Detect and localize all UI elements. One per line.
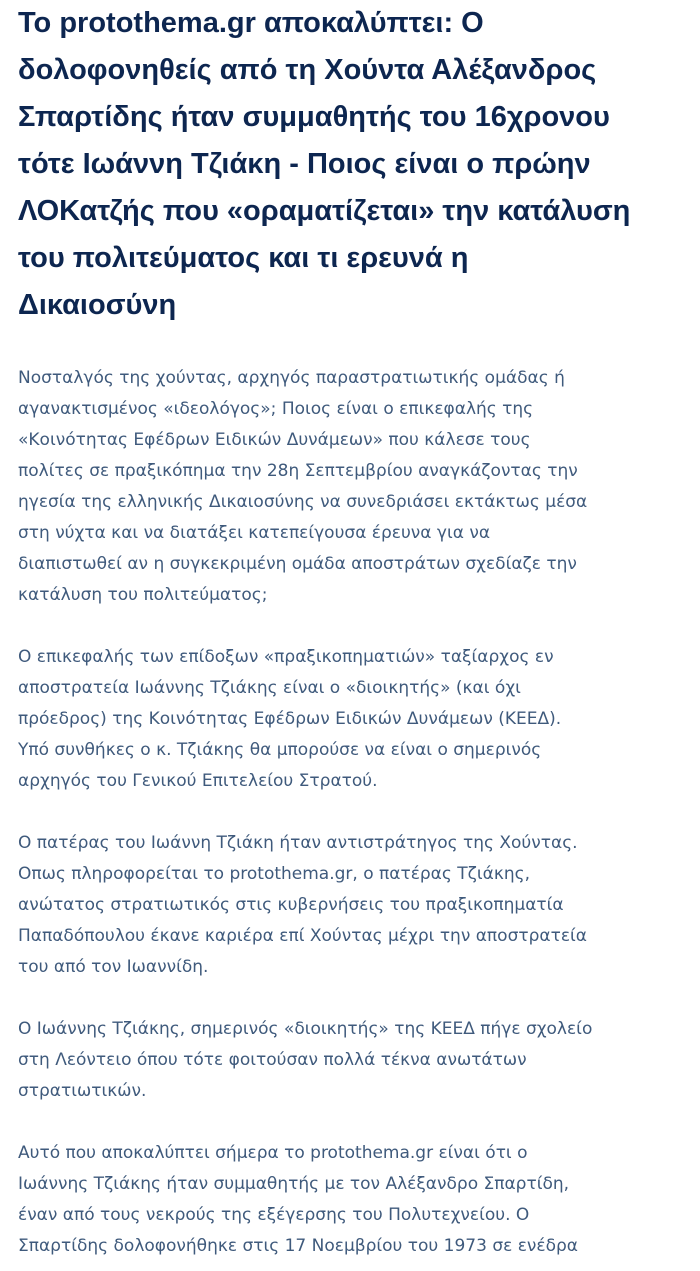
- headline-line: του πολιτεύματος και τι ερευνά η: [18, 242, 469, 274]
- paragraph-line: έναν από τους νεκρούς της εξέγερσης του Πολυτεχνείου. Ο: [18, 1205, 530, 1225]
- paragraph-line: πολίτες σε πραξικόπημα την 28η Σεπτεμβρίου αναγκάζοντας την: [18, 461, 578, 481]
- article-paragraph: [18, 828, 698, 983]
- article-paragraph: [18, 1138, 698, 1262]
- paragraph-line: πρόεδρος) της Κοινότητας Εφέδρων Ειδικών Δυνάμεων (ΚΕΕΔ).: [18, 709, 562, 729]
- paragraph-line: Νοσταλγός της χούντας, αρχηγός παραστρατιωτικής ομάδας ή: [18, 368, 565, 388]
- paragraph-line: Οπως πληροφορείται το protothema.gr, ο πατέρας Τζιάκης,: [18, 864, 531, 884]
- headline-line: Σπαρτίδης ήταν συμμαθητής του 16χρονου: [18, 101, 610, 133]
- paragraph-line: Ιωάννης Τζιάκης ήταν συμμαθητής με τον Αλέξανδρο Σπαρτίδη,: [18, 1174, 570, 1194]
- paragraph-line: αποστρατεία Ιωάννης Τζιάκης είναι ο «διοικητής» (και όχι: [18, 678, 521, 698]
- paragraph-line: Υπό συνθήκες ο κ. Τζιάκης θα μπορούσε να είναι ο σημερινός: [18, 740, 542, 760]
- paragraph-line: αγανακτισμένος «ιδεολόγος»; Ποιος είναι ο επικεφαλής της: [18, 399, 534, 419]
- paragraph-line: Ο επικεφαλής των επίδοξων «πραξικοπηματιών» ταξίαρχος εν: [18, 647, 554, 667]
- headline-line: Δικαιοσύνη: [18, 289, 177, 321]
- article-paragraph: [18, 642, 698, 797]
- paragraph-line: στρατιωτικών.: [18, 1081, 147, 1101]
- paragraph-line: Ο Ιωάννης Τζιάκης, σημερινός «διοικητής» της ΚΕΕΔ πήγε σχολείο: [18, 1019, 593, 1039]
- paragraph-line: «Κοινότητας Εφέδρων Ειδικών Δυνάμεων» που κάλεσε τους: [18, 430, 531, 450]
- paragraph-line: Ο πατέρας του Ιωάννη Τζιάκη ήταν αντιστράτηγος της Χούντας.: [18, 833, 578, 853]
- headline-line: ΛΟΚατζής που «οραματίζεται» την κατάλυση: [18, 195, 631, 227]
- article-body: [18, 363, 698, 1271]
- article-paragraph: [18, 363, 698, 611]
- paragraph-line: ηγεσία της ελληνικής Δικαιοσύνης να συνεδριάσει εκτάκτως μέσα: [18, 492, 588, 512]
- headline-line: Το protothema.gr αποκαλύπτει: Ο: [18, 7, 484, 39]
- paragraph-line: Σπαρτίδης δολοφονήθηκε στις 17 Νοεμβρίου του 1973 σε ενέδρα: [18, 1236, 578, 1256]
- paragraph-line: στη νύχτα και να διατάξει κατεπείγουσα έρευνα για να: [18, 523, 491, 543]
- paragraph-line: Παπαδόπουλου έκανε καριέρα επί Χούντας μέχρι την αποστρατεία: [18, 926, 587, 946]
- article-paragraph: [18, 1014, 698, 1107]
- paragraph-line: αρχηγός του Γενικού Επιτελείου Στρατού.: [18, 771, 378, 791]
- article-headline: [18, 0, 690, 329]
- headline-line: δολοφονηθείς από τη Χούντα Αλέξανδρος: [18, 54, 597, 86]
- paragraph-line: κατάλυση του πολιτεύματος;: [18, 585, 268, 605]
- paragraph-line: διαπιστωθεί αν η συγκεκριμένη ομάδα αποστράτων σχεδίαζε την: [18, 554, 577, 574]
- paragraph-line: Αυτό που αποκαλύπτει σήμερα το protothema.gr είναι ότι ο: [18, 1143, 528, 1163]
- paragraph-line: του από τον Ιωαννίδη.: [18, 957, 209, 977]
- headline-line: τότε Ιωάννη Τζιάκη - Ποιος είναι ο πρώην: [18, 148, 591, 180]
- paragraph-line: ανώτατος στρατιωτικός στις κυβερνήσεις του πραξικοπηματία: [18, 895, 564, 915]
- paragraph-line: στη Λεόντειο όπου τότε φοιτούσαν πολλά τέκνα ανωτάτων: [18, 1050, 527, 1070]
